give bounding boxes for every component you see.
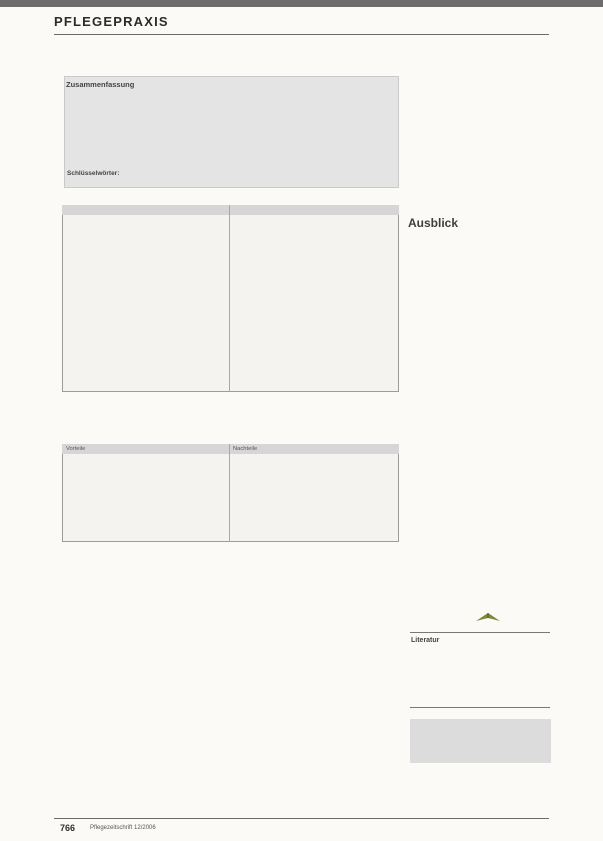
outlook-line	[408, 256, 550, 266]
literature-line	[411, 681, 551, 689]
left-column-text	[62, 568, 228, 674]
middle-column-line	[233, 606, 399, 616]
middle-column-line	[233, 693, 399, 703]
right-column-line	[408, 134, 550, 144]
outlook-line	[408, 343, 550, 353]
summary-title: Zusammenfassung	[66, 80, 135, 89]
middle-column-line	[233, 769, 399, 779]
left-column-line	[62, 645, 228, 655]
left-column-line	[62, 635, 228, 645]
table-2-header-row	[62, 444, 399, 454]
left-column-line	[62, 568, 228, 578]
left-column-line	[62, 597, 228, 607]
outlook-line	[408, 448, 550, 458]
literature-line	[411, 672, 551, 680]
middle-column-line	[233, 760, 399, 770]
literature-rule	[410, 632, 550, 633]
outlook-line	[408, 410, 550, 420]
summary-line	[69, 93, 389, 102]
left-column-line	[62, 702, 228, 712]
summary-line	[69, 124, 389, 133]
middle-column-line	[233, 616, 399, 626]
outlook-line	[408, 496, 550, 506]
right-column-line	[408, 86, 550, 96]
right-column-line	[408, 201, 550, 211]
left-column-text-2	[62, 692, 228, 750]
outlook-line	[408, 525, 550, 535]
right-column-line	[408, 191, 550, 201]
outlook-line	[408, 429, 550, 439]
footer-rule	[54, 818, 549, 819]
middle-column-line	[233, 645, 399, 655]
table-1	[62, 205, 399, 392]
section-label: PFLEGEPRAXIS	[54, 14, 169, 29]
middle-column-line	[233, 712, 399, 722]
outlook-line	[408, 304, 550, 314]
left-column-line	[62, 578, 228, 588]
middle-column-line	[233, 626, 399, 636]
outlook-line	[408, 419, 550, 429]
outlook-line	[408, 314, 550, 324]
outlook-line	[408, 247, 550, 257]
header-rule	[54, 34, 549, 35]
left-column-line	[62, 664, 228, 674]
outlook-text	[408, 237, 550, 582]
middle-column-line	[233, 635, 399, 645]
middle-column-line	[233, 674, 399, 684]
middle-column-text	[233, 568, 399, 789]
outlook-line	[408, 544, 550, 554]
right-column-line	[408, 105, 550, 115]
left-column-line	[62, 711, 228, 721]
author-line	[414, 722, 548, 730]
left-column-line	[62, 692, 228, 702]
author-line	[414, 747, 548, 755]
left-column-line	[62, 740, 228, 750]
outlook-line	[408, 295, 550, 305]
outlook-line	[408, 285, 550, 295]
table-1-divider	[229, 205, 230, 392]
summary-line	[69, 134, 389, 143]
outlook-line	[408, 515, 550, 525]
middle-column-line	[233, 779, 399, 789]
left-column-line	[62, 606, 228, 616]
author-text	[414, 722, 548, 764]
outlook-line	[408, 563, 550, 573]
table-1-header-row	[62, 205, 399, 215]
middle-column-line	[233, 578, 399, 588]
outlook-line	[408, 573, 550, 583]
right-column-top-text	[408, 76, 550, 210]
middle-column-line	[233, 587, 399, 597]
outlook-line	[408, 458, 550, 468]
book-icon	[474, 607, 502, 625]
table-2-header-right: Nachteile	[233, 446, 258, 452]
table-2-header-left: Vorteile	[66, 446, 86, 452]
outlook-line	[408, 506, 550, 516]
outlook-line	[408, 400, 550, 410]
outlook-line	[408, 333, 550, 343]
middle-column-line	[233, 722, 399, 732]
middle-column-line	[233, 731, 399, 741]
outlook-line	[408, 554, 550, 564]
middle-column-line	[233, 702, 399, 712]
right-column-line	[408, 143, 550, 153]
outlook-line	[408, 275, 550, 285]
middle-column-line	[233, 750, 399, 760]
right-column-line	[408, 162, 550, 172]
outlook-line	[408, 467, 550, 477]
middle-column-line	[233, 654, 399, 664]
outlook-line	[408, 237, 550, 247]
left-column-line	[62, 626, 228, 636]
right-column-line	[408, 76, 550, 86]
outlook-line	[408, 266, 550, 276]
outlook-line	[408, 486, 550, 496]
left-column-line	[62, 730, 228, 740]
table-2-divider	[229, 444, 230, 542]
summary-line	[69, 144, 389, 153]
page-number: 766	[60, 823, 76, 833]
outlook-heading: Ausblick	[408, 216, 459, 230]
keywords	[67, 170, 119, 177]
literature-line	[411, 664, 551, 672]
right-column-line	[408, 172, 550, 182]
journal-title: Pflegezeitschrift 12/2006	[90, 825, 156, 831]
outlook-line	[408, 352, 550, 362]
literature-line	[411, 647, 551, 655]
right-column-line	[408, 95, 550, 105]
middle-column-line	[233, 741, 399, 751]
outlook-line	[408, 391, 550, 401]
top-bar	[0, 0, 603, 7]
summary-line	[69, 103, 389, 112]
right-column-line	[408, 114, 550, 124]
summary-line	[69, 113, 389, 122]
outlook-line	[408, 362, 550, 372]
keywords-label: Schlüsselwörter:	[67, 170, 120, 177]
middle-column-line	[233, 568, 399, 578]
outlook-line	[408, 323, 550, 333]
literature-line	[411, 655, 551, 663]
outlook-line	[408, 381, 550, 391]
middle-column-line	[233, 664, 399, 674]
left-column-line	[62, 587, 228, 597]
left-column-line	[62, 616, 228, 626]
outlook-line	[408, 438, 550, 448]
table-2	[62, 444, 399, 542]
left-column-line	[62, 721, 228, 731]
author-line	[414, 730, 548, 738]
outlook-line	[408, 477, 550, 487]
author-line	[414, 739, 548, 747]
middle-column-line	[233, 597, 399, 607]
outlook-line	[408, 371, 550, 381]
author-line	[414, 756, 548, 764]
right-column-line	[408, 124, 550, 134]
outlook-line	[408, 534, 550, 544]
literature-text	[411, 647, 551, 689]
middle-column-line	[233, 683, 399, 693]
author-rule	[410, 707, 550, 708]
literature-title: Literatur	[411, 637, 440, 644]
summary-line	[69, 154, 389, 163]
right-column-line	[408, 153, 550, 163]
right-column-line	[408, 182, 550, 192]
left-column-line	[62, 654, 228, 664]
